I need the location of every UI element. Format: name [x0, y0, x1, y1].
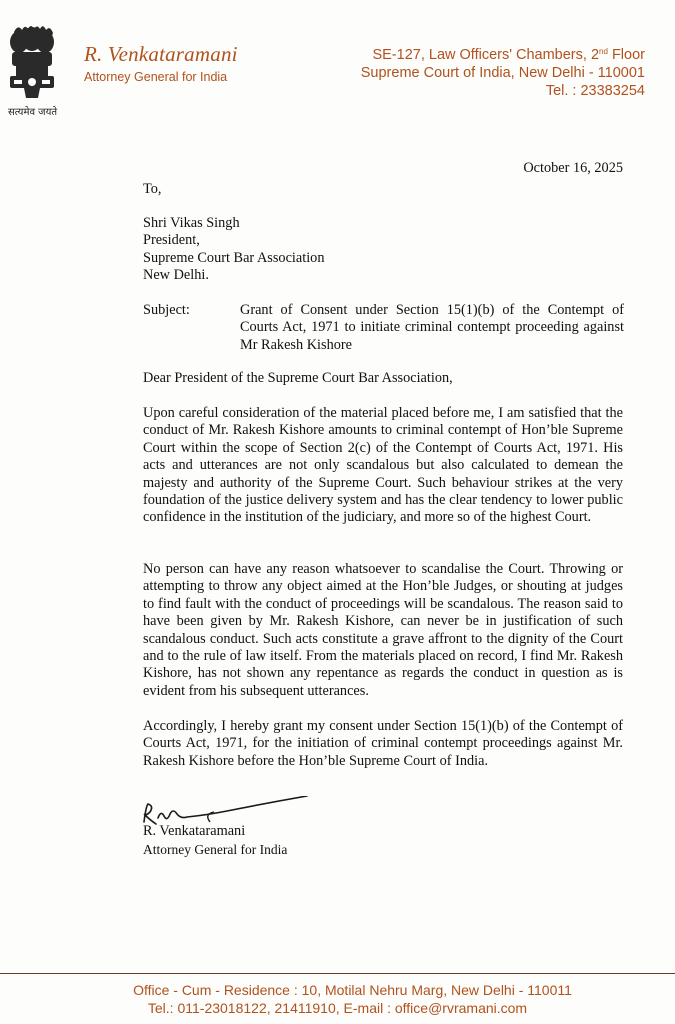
addressee-block [143, 215, 623, 285]
paragraph-1: Upon careful consideration of the material placed before me, I am satisfied that the conduct of Mr. Rakesh Kishore amounts to criminal contempt of Hon’ble Supreme Court within the scope of Section 2(c) of the Contempt of Courts Act, 1971. His acts and utterances are not only scandalous but also calculated to demean the majesty and authority of the Supreme Court. Such behaviour strikes at the very foundation of the justice delivery system and has the clear tendency to lower public confidence in the institution of the judiciary, and more so of the highest Court. [143, 405, 623, 526]
addressee-line: President, [143, 232, 200, 249]
address-line-2: Supreme Court of India, New Delhi - 110001 [360, 65, 645, 81]
signatory-title: Attorney General for India [143, 842, 288, 857]
letterhead-footer [0, 981, 675, 1017]
subject-label: Subject: [143, 302, 190, 318]
subject-text: Grant of Consent under Section 15(1)(b) of the Contempt of Courts Act, 1971 to initiate criminal contempt proceeding against Mr Rakesh Kishore [240, 302, 624, 353]
letter-date: October 16, 2025 [523, 160, 623, 176]
national-emblem-icon [4, 22, 60, 100]
address-line-1-end: Floor [607, 47, 645, 63]
footer-line-1: Office - Cum - Residence : 10, Motilal Nehru Marg, New Delhi - 110011 [133, 982, 572, 998]
paragraph-2: No person can have any reason whatsoever to scandalise the Court. Throwing or attempting to throw any object aimed at the Hon’ble Judges, or shouting at judges to find fault with the conduct of proceedings will be scandalous. The reason said to have been given by Mr. Rakesh Kishore, can never be in justification of such scandalous conduct. Such acts constitute a grave affront to the dignity of the Court and to the rule of law itself. From the materials placed on record, I find Mr. Rakesh Kishore, has not shown any repentance as regards the conduct in question as is evident from his subsequent utterances. [143, 561, 623, 699]
letter-to: To, [143, 181, 162, 197]
signatory-name: R. Venkataramani [143, 823, 246, 839]
address-line-1-text: SE-127, Law Officers' Chambers, 2 [372, 47, 600, 63]
addressee-line: Shri Vikas Singh [143, 215, 240, 231]
salutation: Dear President of the Supreme Court Bar Association, [143, 370, 453, 386]
emblem-motto: सत्यमेव जयते [8, 107, 58, 118]
letterhead-name: R. Venkataramani [84, 42, 238, 66]
address-line-3: Tel. : 23383254 [545, 83, 645, 99]
address-line-1-sup: nd [599, 47, 608, 56]
address-line-1 [361, 43, 645, 64]
paragraph-3: Accordingly, I hereby grant my consent under Section 15(1)(b) of the Contempt of Courts Act, 1971, for the initiation of criminal contempt proceedings against Mr. Rakesh Kishore before the Hon’ble Supreme Court of India. [143, 718, 623, 769]
footer-divider [0, 973, 675, 974]
footer-line-2: Tel.: 011-23018122, 21411910, E-mail : office@rvramani.com [147, 1000, 528, 1016]
addressee-line: Supreme Court Bar Association [143, 249, 325, 266]
letterhead-address [361, 43, 645, 100]
addressee-line: New Delhi. [143, 267, 209, 284]
letterhead-title: Attorney General for India [84, 70, 228, 84]
